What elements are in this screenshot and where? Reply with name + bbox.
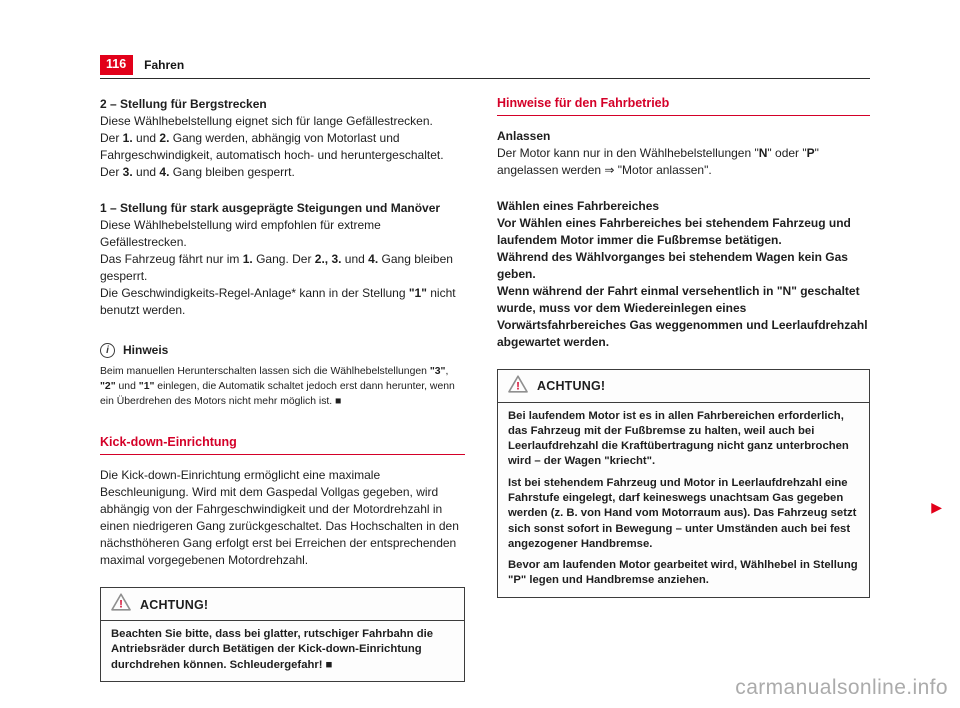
hinweis-label: Hinweis: [123, 343, 169, 357]
hinweis-note: Beim manuellen Herunterschalten lassen sich die Wählhebelstellungen "3", "2" und "1" einlegen, die Automatik schaltet jedoch erst dann herunter, wenn ein Überdrehen des Motors nicht mehr möglich ist. ■: [100, 365, 455, 407]
warning-box-kickdown: [100, 587, 465, 682]
content-columns: [100, 96, 870, 683]
warning-box-fahrbetrieb: [497, 369, 870, 598]
chapter-title: Fahren: [144, 57, 185, 72]
waehlen-heading: Wählen eines Fahrbereiches: [497, 198, 660, 213]
svg-text:!: !: [119, 598, 123, 611]
right-column: [497, 96, 870, 683]
left-column: [100, 96, 465, 683]
paragraph-position-1-detail: Das Fahrzeug fährt nur im 1. Gang. Der 2., 3. und 4. Gang bleiben gesperrt.: [100, 251, 453, 283]
paragraph-position-2-intro: Diese Wählhebelstellung eignet sich für lange Gefällestrecken.: [100, 113, 433, 128]
waehlen-paragraph-3: Wenn während der Fahrt einmal versehentlich in "N" geschaltet wurde, muss vor dem Wiedereinlegen eines Vorwärtsfahrbereiches Gas weggenommen und Leerlaufdrehzahl abgewartet werden.: [497, 283, 868, 349]
paragraph-cruise-control-note: Die Geschwindigkeits-Regel-Anlage* kann in der Stellung "1" nicht benutzt werden.: [100, 285, 456, 317]
anlassen-heading: Anlassen: [497, 128, 551, 143]
warning-text-engine-work: Bevor am laufenden Motor gearbeitet wird, Wählhebel in Stellung "P" legen und Handbremse anziehen.: [508, 559, 858, 587]
info-icon: i: [100, 343, 115, 358]
warning-title: ACHTUNG!: [140, 597, 209, 612]
paragraph-position-1-intro: Diese Wählhebelstellung wird empfohlen für extreme Gefällestrecken.: [100, 217, 381, 249]
fahrbetrieb-heading: Hinweise für den Fahrbetrieb: [497, 96, 870, 116]
kickdown-heading: Kick-down-Einrichtung: [100, 435, 465, 455]
svg-text:!: !: [516, 380, 520, 393]
page-header: [100, 55, 870, 75]
warning-box-kickdown-header: [101, 588, 464, 621]
warning-title: ACHTUNG!: [537, 379, 606, 393]
waehlen-paragraph-1: Vor Wählen eines Fahrbereiches bei stehendem Fahrzeug und laufendem Motor immer die Fußbremse betätigen.: [497, 215, 851, 247]
watermark: carmanualsonline.info: [735, 676, 948, 699]
warning-text-gear-engaged: Ist bei stehendem Fahrzeug und Motor in Leerlaufdrehzahl eine Fahrstufe eingelegt, darf keineswegs unachtsam Gas gegeben werden (z. B. von Hand vom Motorraum aus). Das Fahrzeug setzt sich sonst sofort in Bewegung – unter Umständen auch bei fest angezogener Handbremse.: [508, 476, 857, 550]
heading-position-1: 1 – Stellung für stark ausgeprägte Steigungen und Manöver: [100, 200, 441, 215]
paragraph-position-2-detail: Der 1. und 2. Gang werden, abhängig von Motorlast und Fahrgeschwindigkeit, automatisch hoch- und heruntergeschaltet. Der 3. und 4. Gang bleiben gesperrt.: [100, 130, 444, 179]
waehlen-paragraph-2: Während des Wählvorganges bei stehendem Wagen kein Gas geben.: [497, 249, 848, 281]
warning-icon: [508, 375, 528, 398]
anlassen-paragraph: Der Motor kann nur in den Wählhebelstellungen "N" oder "P" angelassen werden ⇒ "Motor anlassen".: [497, 145, 819, 177]
heading-position-2: 2 – Stellung für Bergstrecken: [100, 96, 267, 111]
continuation-arrow: ▶: [931, 499, 942, 515]
page-number-badge: 116: [100, 55, 133, 75]
warning-icon: [111, 593, 131, 616]
warning-text-creep: Bei laufendem Motor ist es in allen Fahrbereichen erforderlich, das Fahrzeug mit der Fußbremse zu halten, weil auch bei Leerlaufdrehzahl die Kraftübertragung nicht ganz unterbrochen wird – der Wagen "kriecht".: [508, 409, 849, 468]
warning-box-fahrbetrieb-body: [498, 403, 869, 597]
warning-box-kickdown-body: [101, 621, 464, 681]
kickdown-paragraph: Die Kick-down-Einrichtung ermöglicht eine maximale Beschleunigung. Wird mit dem Gaspedal Vollgas gegeben, wird abhängig von der Fahrgeschwindigkeit und der Motordrehzahl in einen niedrigeren Gang zurückgeschaltet. Das Hochschalten in den nächsthöheren Gang erfolgt erst bei Erreichen der entsprechenden maximal vorgegebenen Motordrehzahl.: [100, 468, 459, 568]
warning-box-fahrbetrieb-header: [498, 370, 869, 403]
hinweis-header: [100, 343, 465, 358]
header-rule: [100, 78, 870, 79]
warning-text-kickdown: Beachten Sie bitte, dass bei glatter, rutschiger Fahrbahn die Antriebsräder durch Betätigen der Kick-down-Einrichtung durchdrehen können. Schleudergefahr! ■: [111, 628, 434, 671]
